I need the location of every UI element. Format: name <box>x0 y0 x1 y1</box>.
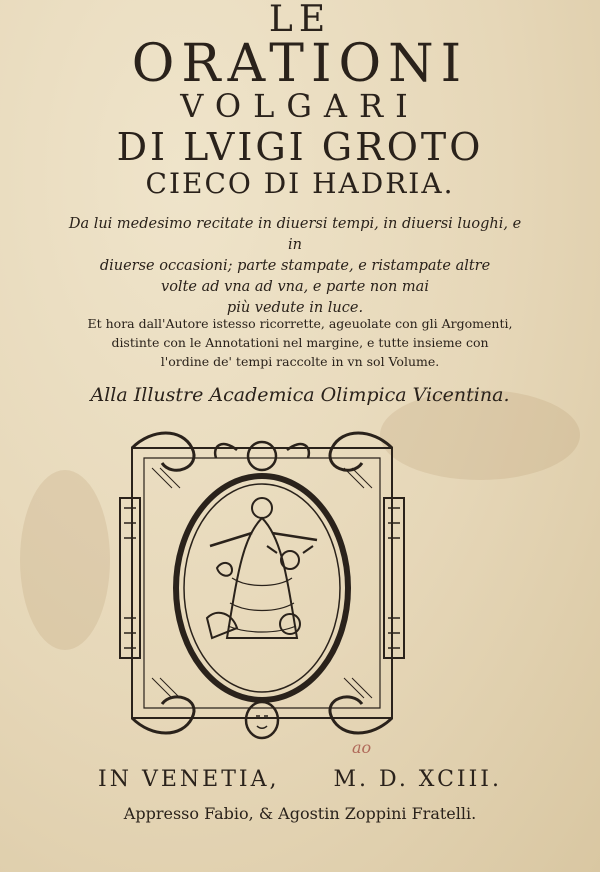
subtitle-italic-line: Da lui medesimo recitate in diuersi tempi, in diuersi luoghi, e in <box>68 216 522 253</box>
imprint-place: IN VENETIA, <box>98 767 280 792</box>
pillar-left <box>120 498 140 658</box>
scroll-top-right <box>330 433 392 470</box>
imprint-year: M. D. XCIII. <box>333 767 502 792</box>
subtitle-roman-line: l'ordine de' tempi raccolte in vn sol Volume. <box>160 354 440 369</box>
title-line-le: LE <box>268 0 332 40</box>
eagle <box>281 551 299 569</box>
scroll-top-left <box>132 433 194 470</box>
frame-inner <box>144 458 380 708</box>
cherub <box>217 563 232 576</box>
paper-stain <box>20 470 110 650</box>
lion <box>280 614 300 634</box>
scroll-bottom-right <box>330 697 392 733</box>
title-line-volgari: VOLGARI <box>180 87 420 125</box>
title-line-author-origin: CIECO DI HADRIA. <box>145 167 455 200</box>
subtitle-italic-line: più vedute in luce. <box>226 300 364 316</box>
printers-device-woodcut <box>112 428 412 744</box>
dedication: Alla Illustre Academica Olimpica Vicentina. <box>90 384 510 406</box>
pillar-right <box>384 498 404 658</box>
scroll-bottom-left <box>132 697 194 733</box>
subtitle-italic <box>60 214 530 319</box>
subtitle-roman <box>50 314 550 371</box>
oval-border <box>176 476 348 700</box>
top-wings <box>215 444 309 458</box>
figure-arms <box>210 533 317 546</box>
subtitle-italic-line: volte ad vna ad vna, e parte non mai <box>161 279 429 295</box>
subtitle-roman-line: distinte con le Annotationi nel margine, e tutte insieme con <box>111 335 489 350</box>
lamb <box>207 613 237 638</box>
handwritten-note: ao <box>352 738 372 757</box>
figure-head <box>252 498 272 518</box>
subtitle-roman-line: Et hora dall'Autore istesso ricorrette, ageuolate con gli Argomenti, <box>87 316 513 331</box>
title-line-orationi: ORATIONI <box>131 34 469 94</box>
top-face <box>248 442 276 470</box>
imprint <box>30 766 570 794</box>
subtitle-italic-line: diuerse occasioni; parte stampate, e ristampate altre <box>99 258 491 274</box>
publisher-line: Appresso Fabio, & Agostin Zoppini Fratelli. <box>123 804 477 823</box>
frame-outer <box>132 448 392 718</box>
title-line-author: DI LVIGI GROTO <box>116 125 484 169</box>
